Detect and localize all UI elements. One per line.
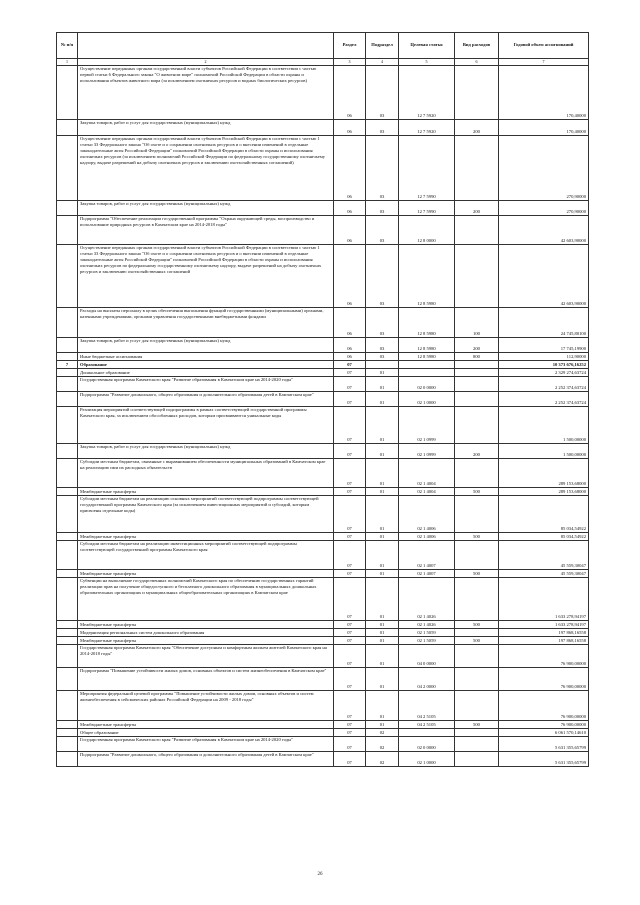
row-target-article-cell: 02 1 0000 [399, 392, 455, 407]
row-target-article-cell: 12 7 5990 [399, 136, 455, 201]
table-row [57, 369, 589, 377]
row-expense-type-cell [455, 136, 499, 201]
row-number-cell [57, 120, 78, 136]
table-row [57, 752, 589, 767]
row-expense-type-cell [455, 691, 499, 721]
column-index: 5 [399, 59, 455, 66]
row-number-cell [57, 645, 78, 668]
row-name-cell: Осуществление переданных органам государственной власти субъектов Российской Федерации в соответствии с частью первой статьи 6 Федерального закона "О животном мире" полномочий Российской Федерации в области охраны и использования объектов животного мира (за исключением охотничьих ресурсов и водных биологических ресурсов) [78, 66, 334, 120]
row-expense-type-cell [455, 541, 499, 570]
table-row [57, 570, 589, 578]
table-row [57, 66, 589, 120]
row-expense-type-cell [455, 578, 499, 621]
row-expense-type-cell [455, 496, 499, 533]
row-subsection-cell: 01 [366, 629, 399, 637]
row-name-cell: Субвенции на выполнение государственных полномочий Камчатского края по обеспечению государственных гарантий реализации прав на получение общедоступного и бесплатного дошкольного образования в муниципальных дошкольных образовательных организациях и муниципальных общеобразовательных организациях в Камчатском крае [78, 578, 334, 621]
row-name-cell: Модернизация региональных систем дошкольного образования [78, 629, 334, 637]
row-section-cell: 06 [334, 245, 366, 308]
table-row [57, 578, 589, 621]
row-expense-type-cell: 500 [455, 570, 499, 578]
row-amount-cell: 197 868,16558 [499, 629, 589, 637]
row-amount-cell: 10 373 676,16252 [499, 361, 589, 369]
table-row [57, 245, 589, 308]
row-expense-type-cell: 100 [455, 308, 499, 338]
table-row [57, 541, 589, 570]
row-subsection-cell: 02 [366, 737, 399, 752]
table-header-row [57, 33, 589, 59]
row-number-cell [57, 578, 78, 621]
row-number-cell [57, 488, 78, 496]
header-name [78, 33, 334, 59]
row-subsection-cell: 01 [366, 668, 399, 691]
row-number-cell [57, 392, 78, 407]
row-name-cell: Подпрограмма "Повышение устойчивости жилых домов, основных объектов и систем жизнеобеспечения в Камчатском крае" [78, 668, 334, 691]
row-subsection-cell: 01 [366, 691, 399, 721]
row-section-cell: 07 [334, 533, 366, 541]
row-expense-type-cell: 800 [455, 353, 499, 361]
row-target-article-cell: 02 1 0000 [399, 752, 455, 767]
row-number-cell [57, 752, 78, 767]
row-amount-cell: 170,40000 [499, 66, 589, 120]
budget-table-sheet [56, 32, 588, 767]
budget-table [56, 32, 589, 767]
row-amount-cell: 2 252 374,63724 [499, 392, 589, 407]
row-target-article-cell: 02 1 4026 [399, 621, 455, 629]
row-number-cell [57, 245, 78, 308]
row-expense-type-cell [455, 737, 499, 752]
row-expense-type-cell: 500 [455, 621, 499, 629]
row-subsection-cell: 03 [366, 245, 399, 308]
row-amount-cell: 270,90000 [499, 201, 589, 216]
row-subsection-cell: 01 [366, 459, 399, 488]
row-section-cell: 07 [334, 621, 366, 629]
row-target-article-cell: 02 1 4004 [399, 488, 455, 496]
row-subsection-cell: 01 [366, 533, 399, 541]
row-amount-cell: 5 631 355,65799 [499, 737, 589, 752]
row-section-cell: 06 [334, 308, 366, 338]
row-section-cell: 07 [334, 637, 366, 645]
row-section-cell: 06 [334, 136, 366, 201]
row-section-cell: 07 [334, 377, 366, 392]
table-row [57, 353, 589, 361]
row-name-cell: Осуществление переданных органам государственной власти субъектов Российской Федерации в соответствии с частью 1 статьи 33 Федерального закона "Об охоте и о сохранении охотничьих ресурсов и о внесении изменений в отдельные законодательные акты Российской Федерации" полномочий Российской Федерации в области охраны и использования охотничьих ресурсов по федеральному государственному охотничьему надзору, выдаче разрешений на добычу охотничьих ресурсов и заключению охотхозяйственных соглашений [78, 245, 334, 308]
header-target-article: Целевая статья [399, 33, 455, 59]
row-number-cell [57, 721, 78, 729]
row-subsection-cell: 01 [366, 488, 399, 496]
row-amount-cell: 76 900,00000 [499, 645, 589, 668]
table-row [57, 444, 589, 459]
row-section-cell: 07 [334, 407, 366, 444]
row-name-cell: Иные бюджетные ассигнования [78, 353, 334, 361]
row-subsection-cell: 03 [366, 136, 399, 201]
row-section-cell: 06 [334, 338, 366, 353]
row-amount-cell: 170,40000 [499, 120, 589, 136]
row-expense-type-cell [455, 361, 499, 369]
row-target-article-cell: 04 2 5105 [399, 721, 455, 729]
table-row [57, 201, 589, 216]
row-number-cell [57, 308, 78, 338]
row-name-cell: Реализация мероприятий соответствующей подпрограммы в рамках соответствующей государственной программы Камчатского края, за исключением обособленных расходов, которым присваиваются уникальные коды [78, 407, 334, 444]
row-subsection-cell: 03 [366, 66, 399, 120]
table-row [57, 338, 589, 353]
table-row [57, 637, 589, 645]
row-section-cell: 07 [334, 578, 366, 621]
row-name-cell: Закупка товаров, работ и услуг для государственных (муниципальных) нужд [78, 201, 334, 216]
row-number-cell [57, 201, 78, 216]
row-target-article-cell: 02 1 5059 [399, 637, 455, 645]
row-number-cell [57, 668, 78, 691]
row-target-article-cell: 12 8 5980 [399, 308, 455, 338]
row-subsection-cell: 03 [366, 216, 399, 245]
table-row [57, 737, 589, 752]
row-section-cell: 07 [334, 721, 366, 729]
row-expense-type-cell [455, 668, 499, 691]
table-row [57, 392, 589, 407]
table-row [57, 533, 589, 541]
row-section-cell: 07 [334, 444, 366, 459]
row-name-cell: Межбюджетные трансферты [78, 621, 334, 629]
table-row [57, 496, 589, 533]
row-name-cell: Закупка товаров, работ и услуг для государственных (муниципальных) нужд [78, 338, 334, 353]
row-amount-cell: 45 559,30047 [499, 541, 589, 570]
row-amount-cell: 1 633 278,94197 [499, 621, 589, 629]
row-amount-cell: 24 745,80100 [499, 308, 589, 338]
table-row [57, 488, 589, 496]
row-section-cell: 07 [334, 629, 366, 637]
row-subsection-cell: 01 [366, 369, 399, 377]
row-amount-cell: 76 900,00000 [499, 721, 589, 729]
column-index-row [57, 59, 589, 66]
header-annual-amount: Годовой объем ассигнований [499, 33, 589, 59]
row-target-article-cell [399, 369, 455, 377]
row-target-article-cell: 02 1 0999 [399, 444, 455, 459]
row-section-cell: 06 [334, 120, 366, 136]
row-amount-cell: 85 034,54922 [499, 533, 589, 541]
table-row [57, 407, 589, 444]
row-amount-cell: 85 034,54922 [499, 496, 589, 533]
row-expense-type-cell: 500 [455, 488, 499, 496]
row-name-cell: Государственная программа Камчатского края "Обеспечение доступным и комфортным жильем жителей Камчатского края на 2014-2018 годы" [78, 645, 334, 668]
row-subsection-cell: 01 [366, 721, 399, 729]
row-section-cell: 07 [334, 369, 366, 377]
row-subsection-cell: 01 [366, 407, 399, 444]
table-row [57, 459, 589, 488]
row-expense-type-cell [455, 392, 499, 407]
row-number-cell [57, 637, 78, 645]
table-row [57, 361, 589, 369]
row-subsection-cell: 02 [366, 752, 399, 767]
row-target-article-cell: 04 0 0000 [399, 645, 455, 668]
row-name-cell: Субсидии местным бюджетам на реализацию инвестиционных мероприятий соответствующей подпрограммы соответствующей государственной программы Камчатского края [78, 541, 334, 570]
row-name-cell: Межбюджетные трансферты [78, 721, 334, 729]
row-section-cell: 06 [334, 216, 366, 245]
row-amount-cell: 76 900,00000 [499, 691, 589, 721]
row-expense-type-cell: 500 [455, 721, 499, 729]
row-amount-cell: 1 633 278,94197 [499, 578, 589, 621]
row-expense-type-cell [455, 66, 499, 120]
row-number-cell [57, 353, 78, 361]
row-section-cell: 07 [334, 729, 366, 737]
row-number-cell [57, 216, 78, 245]
row-target-article-cell: 02 0 0000 [399, 377, 455, 392]
row-section-cell: 07 [334, 488, 366, 496]
row-name-cell: Государственная программа Камчатского края "Развитие образования в Камчатском крае на 2014-2020 годы" [78, 737, 334, 752]
row-subsection-cell: 01 [366, 377, 399, 392]
row-number-cell [57, 729, 78, 737]
row-expense-type-cell [455, 645, 499, 668]
row-amount-cell: 42 603,90000 [499, 245, 589, 308]
row-number-cell [57, 377, 78, 392]
row-amount-cell: 289 153,68000 [499, 488, 589, 496]
row-section-cell: 07 [334, 459, 366, 488]
row-number-cell [57, 533, 78, 541]
row-subsection-cell: 03 [366, 120, 399, 136]
row-target-article-cell: 02 0 0000 [399, 737, 455, 752]
table-row [57, 308, 589, 338]
row-number-cell [57, 621, 78, 629]
row-target-article-cell: 12 7 5920 [399, 66, 455, 120]
row-expense-type-cell: 200 [455, 338, 499, 353]
row-expense-type-cell [455, 407, 499, 444]
row-number-cell [57, 737, 78, 752]
row-amount-cell: 289 153,68000 [499, 459, 589, 488]
row-subsection-cell: 01 [366, 570, 399, 578]
column-index: 3 [334, 59, 366, 66]
row-name-cell: Расходы на выплаты персоналу в целях обеспечения выполнения функций государственными (муниципальными) органами, казенными учреждениями, органами управления государственными внебюджетными фондами [78, 308, 334, 338]
row-target-article-cell: 02 1 4004 [399, 459, 455, 488]
row-expense-type-cell [455, 245, 499, 308]
row-name-cell: Дошкольное образование [78, 369, 334, 377]
row-section-cell: 07 [334, 541, 366, 570]
row-target-article-cell [399, 361, 455, 369]
row-number-cell [57, 407, 78, 444]
table-row [57, 629, 589, 637]
header-number: № п/п [57, 33, 78, 59]
row-subsection-cell: 01 [366, 541, 399, 570]
row-subsection-cell: 01 [366, 645, 399, 668]
row-number-cell [57, 66, 78, 120]
row-section-cell: 07 [334, 737, 366, 752]
row-section-cell: 07 [334, 496, 366, 533]
row-amount-cell: 270,90000 [499, 136, 589, 201]
row-number-cell [57, 496, 78, 533]
row-expense-type-cell [455, 752, 499, 767]
column-index: 7 [499, 59, 589, 66]
row-subsection-cell: 01 [366, 496, 399, 533]
row-target-article-cell: 02 1 4006 [399, 496, 455, 533]
row-name-cell: Общее образование [78, 729, 334, 737]
row-name-cell: Подпрограмма "Развитие дошкольного, общего образования и дополнительного образования детей в Камчатском крае" [78, 392, 334, 407]
row-section-cell: 07 [334, 668, 366, 691]
row-expense-type-cell: 200 [455, 201, 499, 216]
row-amount-cell: 2 329 274,63724 [499, 369, 589, 377]
row-name-cell: Закупка товаров, работ и услуг для государственных (муниципальных) нужд [78, 444, 334, 459]
header-expense-type: Вид расходов [455, 33, 499, 59]
row-expense-type-cell [455, 216, 499, 245]
row-number-cell [57, 629, 78, 637]
row-name-cell: Межбюджетные трансферты [78, 570, 334, 578]
row-name-cell: Подпрограмма "Развитие дошкольного, общего образования и дополнительного образования детей в Камчатском крае" [78, 752, 334, 767]
row-section-cell: 06 [334, 66, 366, 120]
row-expense-type-cell: 200 [455, 444, 499, 459]
row-subsection-cell: 01 [366, 637, 399, 645]
row-number-cell [57, 136, 78, 201]
row-name-cell: Подпрограмма "Обеспечение реализации государственной программы "Охрана окружающей среды, воспроизводство и использование природных ресурсов в Камчатском крае на 2014-2018 годы" [78, 216, 334, 245]
row-subsection-cell: 01 [366, 578, 399, 621]
row-name-cell: Мероприятия федеральной целевой программы "Повышение устойчивости жилых домов, основных объектов и систем жизнеобеспечения в сейсмических районах Российской Федерации на 2009 - 2018 годы" [78, 691, 334, 721]
row-name-cell: Государственная программа Камчатского края "Развитие образования в Камчатском крае на 2014-2020 годы" [78, 377, 334, 392]
row-target-article-cell: 02 1 4026 [399, 578, 455, 621]
row-target-article-cell: 12 8 5980 [399, 245, 455, 308]
row-subsection-cell: 02 [366, 729, 399, 737]
column-index: 4 [366, 59, 399, 66]
header-subsection: Подраздел [366, 33, 399, 59]
page-number: 26 [317, 872, 323, 877]
row-number-cell [57, 444, 78, 459]
row-section-cell: 07 [334, 570, 366, 578]
row-number-cell [57, 541, 78, 570]
row-target-article-cell: 04 2 5105 [399, 691, 455, 721]
row-amount-cell: 6 061 570,14610 [499, 729, 589, 737]
row-number-cell [57, 369, 78, 377]
table-row [57, 216, 589, 245]
row-target-article-cell [399, 729, 455, 737]
row-target-article-cell: 12 8 5980 [399, 353, 455, 361]
table-row [57, 645, 589, 668]
column-index: 6 [455, 59, 499, 66]
row-expense-type-cell [455, 459, 499, 488]
table-row [57, 621, 589, 629]
row-target-article-cell: 12 7 5990 [399, 201, 455, 216]
row-subsection-cell: 01 [366, 392, 399, 407]
row-amount-cell: 76 900,00000 [499, 668, 589, 691]
row-target-article-cell: 04 2 0000 [399, 668, 455, 691]
row-subsection-cell: 03 [366, 338, 399, 353]
table-row [57, 691, 589, 721]
row-amount-cell: 17 745,19900 [499, 338, 589, 353]
row-expense-type-cell: 200 [455, 120, 499, 136]
table-row [57, 120, 589, 136]
column-index: 2 [78, 59, 334, 66]
row-expense-type-cell: 500 [455, 533, 499, 541]
row-number-cell [57, 338, 78, 353]
row-section-cell: 07 [334, 645, 366, 668]
row-amount-cell: 42 603,90000 [499, 216, 589, 245]
row-expense-type-cell: 500 [455, 637, 499, 645]
row-subsection-cell: 03 [366, 353, 399, 361]
table-body [57, 66, 589, 767]
row-section-cell: 07 [334, 392, 366, 407]
row-name-cell: Субсидии местным бюджетам, связанные с выравниванием обеспеченности муниципальных образований в Камчатском крае на реализацию ими их расходных обязательств [78, 459, 334, 488]
row-section-cell: 07 [334, 361, 366, 369]
row-expense-type-cell [455, 369, 499, 377]
table-row [57, 377, 589, 392]
table-row [57, 136, 589, 201]
row-amount-cell: 112,90000 [499, 353, 589, 361]
row-number-cell [57, 691, 78, 721]
row-name-cell: Закупка товаров, работ и услуг для государственных (муниципальных) нужд [78, 120, 334, 136]
row-subsection-cell: 03 [366, 201, 399, 216]
row-target-article-cell: 12 7 5920 [399, 120, 455, 136]
row-subsection-cell: 01 [366, 444, 399, 459]
row-number-cell [57, 570, 78, 578]
row-subsection-cell: 01 [366, 621, 399, 629]
row-number-cell [57, 459, 78, 488]
row-section-cell: 07 [334, 752, 366, 767]
row-section-cell: 06 [334, 201, 366, 216]
row-subsection-cell [366, 361, 399, 369]
row-name-cell: Межбюджетные трансферты [78, 637, 334, 645]
row-name-cell: Субсидии местным бюджетам на реализацию основных мероприятий соответствующей подпрограммы соответствующей государственной программы Камчатского края (за исключением инвестиционных мероприятий и субсидий, которым присвоены отдельные коды) [78, 496, 334, 533]
row-section-cell: 06 [334, 353, 366, 361]
row-expense-type-cell [455, 377, 499, 392]
column-index: 1 [57, 59, 78, 66]
row-amount-cell: 1 500,00000 [499, 407, 589, 444]
row-expense-type-cell [455, 629, 499, 637]
table-row [57, 729, 589, 737]
row-expense-type-cell [455, 729, 499, 737]
row-amount-cell: 2 252 374,63724 [499, 377, 589, 392]
row-target-article-cell: 02 1 0999 [399, 407, 455, 444]
row-section-cell: 07 [334, 691, 366, 721]
table-row [57, 721, 589, 729]
row-amount-cell: 5 631 355,65799 [499, 752, 589, 767]
row-amount-cell: 45 559,30047 [499, 570, 589, 578]
row-subsection-cell: 03 [366, 308, 399, 338]
header-section: Раздел [334, 33, 366, 59]
row-amount-cell: 1 500,00000 [499, 444, 589, 459]
row-amount-cell: 197 868,16558 [499, 637, 589, 645]
row-target-article-cell: 02 1 4007 [399, 570, 455, 578]
row-target-article-cell: 02 1 4006 [399, 533, 455, 541]
row-name-cell: Образование [78, 361, 334, 369]
row-target-article-cell: 02 1 4007 [399, 541, 455, 570]
row-target-article-cell: 12 8 0000 [399, 216, 455, 245]
row-number-cell: 7 [57, 361, 78, 369]
row-name-cell: Осуществление переданных органам государственной власти субъектов Российской Федерации в соответствии с частью 1 статьи 33 Федерального закона "Об охоте и о сохранении охотничьих ресурсов и о внесении изменений в отдельные законодательные акты Российской Федерации" полномочий Российской Федерации в области охраны и использования охотничьих ресурсов (за исключением полномочий Российской Федерации по федеральному государственному охотничьему надзору, выдаче разрешений на добычу охотничьих ресурсов и заключению охотхозяйственных соглашений) [78, 136, 334, 201]
row-name-cell: Межбюджетные трансферты [78, 488, 334, 496]
row-target-article-cell: 12 8 5980 [399, 338, 455, 353]
row-name-cell: Межбюджетные трансферты [78, 533, 334, 541]
row-target-article-cell: 02 1 5059 [399, 629, 455, 637]
table-row [57, 668, 589, 691]
